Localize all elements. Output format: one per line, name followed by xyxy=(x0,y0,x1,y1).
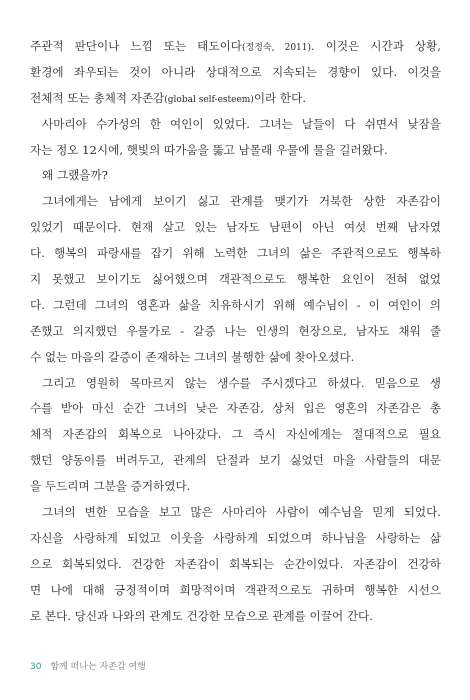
text-line: 왜 그랬을까? xyxy=(42,168,108,183)
paragraph xyxy=(30,189,441,370)
paragraph xyxy=(30,500,441,629)
text-line: 환경에 좌우되는 것이 아니라 상대적으로 지속되는 경향이 있다. 이것을 xyxy=(30,64,441,79)
text-line: 다. 행복의 파랑새를 잡기 위해 노력한 그녀의 삶은 주관적으로도 행복하 xyxy=(30,246,441,261)
term-annotation: (global self-esteem) xyxy=(164,94,254,105)
running-title: 함께 떠나는 자존감 여행 xyxy=(50,662,146,672)
paragraph xyxy=(30,34,441,112)
text-line: 면 나에 대해 긍정적이며 희망적이며 객관적으로도 귀하며 행복한 시선으 xyxy=(30,582,441,597)
text-line: 다. 그런데 그녀의 영혼과 삶을 치유하시기 위해 예수님이 - 이 여인이 의 xyxy=(30,297,441,312)
text-line: 있었기 때문이다. 현재 살고 있는 남자도 남편이 아닌 여섯 번째 남자였 xyxy=(30,220,441,235)
text-line: 지 못했고 보이기도 싫어했으며 객관적으로도 행복한 요인이 전혀 없었 xyxy=(30,272,441,287)
text-line: 로 본다. 당신과 나와의 관계도 건강한 모습으로 관계를 이끌어 간다. xyxy=(30,608,373,623)
text-line: 그녀의 변한 모습을 보고 많은 사마리아 사람이 예수님을 믿게 되었다. xyxy=(42,505,441,520)
paragraph xyxy=(30,371,441,500)
page-number: 30 xyxy=(30,662,42,672)
text-line: 수를 받아 마신 순간 그녀의 낮은 자존감, 상처 입은 영혼의 자존감은 총 xyxy=(30,401,441,416)
citation: (정정숙, 2011) xyxy=(241,43,312,53)
text-line: 그녀에게는 남에게 보이기 싫고 관계를 맺기가 거북한 상한 자존감이 xyxy=(42,194,441,209)
text-line: 했던 양동이를 버려두고, 관계의 단절과 보기 싫었던 마을 사람들의 대문 xyxy=(30,453,441,468)
text-line: 자는 정오 12시에, 햇빛의 따가움을 뚫고 남몰래 우물에 물을 길러왔다. xyxy=(30,142,388,157)
page-footer xyxy=(30,661,146,673)
paragraph xyxy=(30,163,441,189)
text-line: 그리고 영원히 목마르지 않는 생수를 주시겠다고 하셨다. 믿음으로 생 xyxy=(42,375,441,390)
text-line: 자신을 사랑하게 되었고 이웃을 사랑하게 되었으며 하나님을 사랑하는 삶 xyxy=(30,530,441,545)
text-line: 사마리아 수가성의 한 여인이 있었다. 그녀는 날들이 다 쉬면서 낮잠을 xyxy=(42,116,441,131)
text-line: 체적 자존감의 회복으로 나아갔다. 그 즉시 자신에게는 절대적으로 필요 xyxy=(30,427,441,442)
text-line: 전체적 또는 총체적 자존감(global self-esteem)이라 한다. xyxy=(30,90,307,105)
text-line: 수 없는 마음의 갈증이 존재하는 그녀의 불행한 삶에 찾아오셨다. xyxy=(30,349,355,364)
text-line: 주관적 판단이나 느낌 또는 태도이다(정정숙, 2011). 이것은 시간과 상황, xyxy=(30,39,441,53)
text-line: 을 두드리며 그분을 증거하였다. xyxy=(30,479,191,494)
text-line: 으로 회복되었다. 건강한 자존감이 회복되는 순간이었다. 자존감이 건강하 xyxy=(30,556,441,571)
paragraph xyxy=(30,112,441,164)
text-line: 존했고 의지했던 우물가로 - 갈증 나는 인생의 현장으로, 남자도 채워 줄 xyxy=(30,323,441,338)
page-body xyxy=(30,34,441,629)
